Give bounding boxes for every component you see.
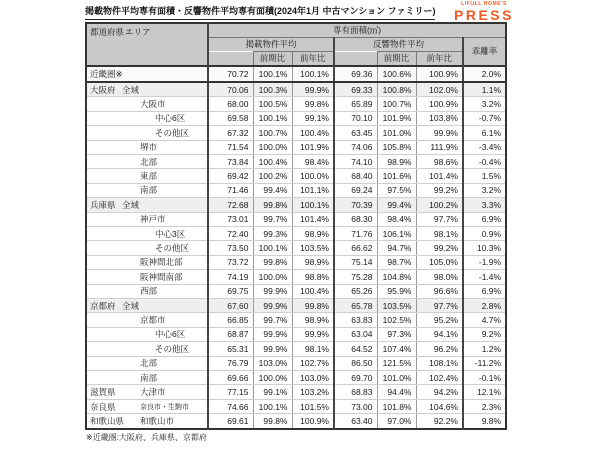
response-area-value: 66.62 — [334, 241, 377, 255]
listed-area-value: 74.19 — [208, 270, 253, 284]
listed-yoy-value: 100.0% — [292, 169, 334, 183]
row-label-cell — [86, 241, 208, 255]
response-area-value: 63.83 — [334, 313, 377, 327]
response-qoq-value: 101.9% — [377, 111, 416, 125]
area-label: その他区 — [155, 343, 190, 354]
area-label: 中心6区 — [155, 329, 186, 340]
header-floor-area-span: 専有面積(㎡) — [208, 23, 506, 38]
listed-yoy-value: 100.1% — [292, 66, 334, 82]
prefecture-label: 近畿圏※ — [90, 68, 123, 79]
table-row — [86, 284, 506, 298]
area-label: 神戸市 — [140, 214, 166, 225]
listed-qoq-value: 100.4% — [253, 154, 292, 168]
listed-yoy-value: 100.1% — [292, 198, 334, 212]
divergence-value: -0.4% — [463, 154, 506, 168]
row-label-cell — [86, 298, 208, 312]
response-yoy-value: 96.6% — [416, 284, 463, 298]
listed-yoy-value: 103.0% — [292, 371, 334, 385]
table-row — [86, 169, 506, 183]
header-area-label: エリア — [125, 27, 151, 37]
response-qoq-value: 121.5% — [377, 356, 416, 370]
area-label: その他区 — [155, 127, 190, 138]
listed-yoy-value: 100.4% — [292, 126, 334, 140]
response-area-value: 69.70 — [334, 371, 377, 385]
header-response-qoq: 前期比 — [377, 52, 416, 67]
listed-qoq-value: 99.4% — [253, 183, 292, 197]
listed-area-value: 68.87 — [208, 327, 253, 341]
area-label: 全域 — [122, 199, 140, 210]
row-label-cell — [86, 212, 208, 226]
divergence-value: 6.1% — [463, 126, 506, 140]
listed-yoy-value: 101.4% — [292, 212, 334, 226]
listed-qoq-value: 99.7% — [253, 212, 292, 226]
listed-qoq-value: 103.0% — [253, 356, 292, 370]
header-prefecture-area — [86, 23, 208, 66]
response-qoq-value: 101.6% — [377, 169, 416, 183]
response-qoq-value: 102.5% — [377, 313, 416, 327]
response-area-value: 69.36 — [334, 66, 377, 82]
response-yoy-value: 92.2% — [416, 414, 463, 429]
response-qoq-value: 105.8% — [377, 140, 416, 154]
response-yoy-value: 101.4% — [416, 169, 463, 183]
area-label: 南部 — [140, 185, 158, 196]
logo-text-press: PRESS — [454, 7, 514, 23]
response-area-value: 86.50 — [334, 356, 377, 370]
header-response-group: 反響物件平均 — [334, 38, 463, 52]
listed-yoy-value: 101.1% — [292, 183, 334, 197]
response-yoy-value: 98.0% — [416, 270, 463, 284]
listed-yoy-value: 98.1% — [292, 342, 334, 356]
divergence-value: 1.5% — [463, 169, 506, 183]
area-label: 全域 — [122, 300, 140, 311]
table-row — [86, 154, 506, 168]
listed-area-value: 70.72 — [208, 66, 253, 82]
response-area-value: 70.10 — [334, 111, 377, 125]
area-label: 奈良市・生駒市 — [140, 403, 189, 411]
header-listed-group: 掲載物件平均 — [208, 38, 334, 52]
prefecture-label: 滋賀県 — [90, 387, 116, 398]
listed-area-value: 65.31 — [208, 342, 253, 356]
table-row — [86, 241, 506, 255]
listed-yoy-value: 102.7% — [292, 356, 334, 370]
prefecture-label: 大阪府 — [90, 84, 116, 95]
divergence-value: -0.7% — [463, 111, 506, 125]
response-yoy-value: 98.6% — [416, 154, 463, 168]
response-area-value: 74.10 — [334, 154, 377, 168]
response-area-value: 71.76 — [334, 226, 377, 240]
listed-qoq-value: 99.8% — [253, 255, 292, 269]
response-area-value: 68.40 — [334, 169, 377, 183]
row-label-cell — [86, 327, 208, 341]
row-label-cell — [86, 183, 208, 197]
divergence-value: 9.2% — [463, 327, 506, 341]
response-yoy-value: 100.9% — [416, 66, 463, 82]
divergence-value: 3.2% — [463, 97, 506, 111]
divergence-value: 0.9% — [463, 226, 506, 240]
listed-qoq-value: 99.9% — [253, 327, 292, 341]
table-row — [86, 111, 506, 125]
divergence-value: 2.3% — [463, 399, 506, 413]
listed-area-value: 73.50 — [208, 241, 253, 255]
listed-yoy-value: 100.4% — [292, 284, 334, 298]
listed-qoq-value: 100.1% — [253, 399, 292, 413]
listed-area-value: 69.58 — [208, 111, 253, 125]
table-row — [86, 327, 506, 341]
response-qoq-value: 98.7% — [377, 255, 416, 269]
table-row — [86, 255, 506, 269]
listed-area-value: 68.00 — [208, 97, 253, 111]
table-row — [86, 385, 506, 399]
listed-area-value: 71.46 — [208, 183, 253, 197]
listed-qoq-value: 99.8% — [253, 198, 292, 212]
table-row — [86, 140, 506, 154]
listed-area-value: 67.60 — [208, 298, 253, 312]
table-row — [86, 298, 506, 312]
response-area-value: 70.39 — [334, 198, 377, 212]
listed-area-value: 69.66 — [208, 371, 253, 385]
response-area-value: 73.00 — [334, 399, 377, 413]
response-qoq-value: 100.8% — [377, 82, 416, 97]
prefecture-label: 京都府 — [90, 300, 116, 311]
table-body — [86, 66, 506, 429]
area-label: 京都市 — [140, 315, 166, 326]
row-label-cell — [86, 342, 208, 356]
response-yoy-value: 94.2% — [416, 385, 463, 399]
table-row — [86, 66, 506, 82]
row-label-cell — [86, 371, 208, 385]
response-yoy-value: 98.1% — [416, 226, 463, 240]
table-row — [86, 313, 506, 327]
footnote: ※近畿圏:大阪府、兵庫県、京都府 — [86, 433, 207, 442]
response-area-value: 69.33 — [334, 82, 377, 97]
listed-area-value: 69.61 — [208, 414, 253, 429]
table-row — [86, 198, 506, 212]
listed-area-value: 76.79 — [208, 356, 253, 370]
prefecture-label: 兵庫県 — [90, 199, 116, 210]
response-yoy-value: 95.2% — [416, 313, 463, 327]
listed-qoq-value: 100.0% — [253, 270, 292, 284]
listed-yoy-value: 98.9% — [292, 255, 334, 269]
row-label-cell — [86, 226, 208, 240]
page-title: 掲載物件平均専有面積・反響物件平均専有面積(2024年1月 中古マンション ファミリー) — [85, 4, 435, 20]
response-yoy-value: 103.8% — [416, 111, 463, 125]
response-area-value: 63.40 — [334, 414, 377, 429]
table-row — [86, 356, 506, 370]
listed-qoq-value: 99.7% — [253, 313, 292, 327]
listed-yoy-value: 98.9% — [292, 226, 334, 240]
header-prefecture-label: 都道府県 — [90, 27, 125, 37]
response-qoq-value: 101.8% — [377, 399, 416, 413]
listed-qoq-value: 100.1% — [253, 66, 292, 82]
listed-yoy-value: 99.8% — [292, 298, 334, 312]
response-yoy-value: 105.0% — [416, 255, 463, 269]
listed-qoq-value: 100.1% — [253, 111, 292, 125]
row-label-cell — [86, 198, 208, 212]
row-label-cell — [86, 169, 208, 183]
listed-qoq-value: 100.5% — [253, 97, 292, 111]
row-label-cell — [86, 255, 208, 269]
table-row — [86, 342, 506, 356]
listed-qoq-value: 100.2% — [253, 169, 292, 183]
divergence-value: -1.9% — [463, 255, 506, 269]
listed-yoy-value: 100.9% — [292, 414, 334, 429]
listed-area-value: 66.85 — [208, 313, 253, 327]
row-label-cell — [86, 66, 208, 82]
area-label: 西部 — [140, 286, 158, 297]
divergence-value: -3.4% — [463, 140, 506, 154]
listed-area-value: 73.72 — [208, 255, 253, 269]
listed-area-value: 72.40 — [208, 226, 253, 240]
header-response-yoy: 前年比 — [416, 52, 463, 67]
response-qoq-value: 94.7% — [377, 241, 416, 255]
listed-area-value: 67.32 — [208, 126, 253, 140]
response-area-value: 68.30 — [334, 212, 377, 226]
table-row — [86, 270, 506, 284]
header-listed-value-spacer — [208, 52, 253, 67]
area-label: 和歌山市 — [140, 416, 175, 427]
response-yoy-value: 99.9% — [416, 126, 463, 140]
area-label: 南部 — [140, 372, 158, 383]
listed-area-value: 73.84 — [208, 154, 253, 168]
divergence-value: 9.8% — [463, 414, 506, 429]
response-qoq-value: 100.6% — [377, 66, 416, 82]
response-area-value: 69.24 — [334, 183, 377, 197]
response-yoy-value: 108.1% — [416, 356, 463, 370]
response-yoy-value: 99.2% — [416, 183, 463, 197]
response-area-value: 65.78 — [334, 298, 377, 312]
response-qoq-value: 97.0% — [377, 414, 416, 429]
response-qoq-value: 97.3% — [377, 327, 416, 341]
row-label-cell — [86, 140, 208, 154]
response-qoq-value: 101.0% — [377, 371, 416, 385]
divergence-value: 4.7% — [463, 313, 506, 327]
row-label-cell — [86, 414, 208, 429]
response-qoq-value: 100.7% — [377, 97, 416, 111]
area-label: 中心6区 — [155, 113, 186, 124]
divergence-value: 1.2% — [463, 342, 506, 356]
table-header — [86, 23, 506, 66]
prefecture-label: 奈良県 — [90, 401, 116, 412]
area-label: 大阪市 — [140, 98, 166, 109]
row-label-cell — [86, 111, 208, 125]
listed-qoq-value: 99.9% — [253, 342, 292, 356]
listed-qoq-value: 100.7% — [253, 126, 292, 140]
area-label: 堺市 — [140, 142, 158, 153]
row-label-cell — [86, 82, 208, 97]
response-yoy-value: 97.7% — [416, 212, 463, 226]
response-area-value: 63.04 — [334, 327, 377, 341]
listed-area-value: 72.68 — [208, 198, 253, 212]
divergence-value: -11.2% — [463, 356, 506, 370]
response-area-value: 75.14 — [334, 255, 377, 269]
divergence-value: 3.2% — [463, 183, 506, 197]
row-label-cell — [86, 126, 208, 140]
area-label: その他区 — [155, 243, 190, 254]
listed-qoq-value: 100.3% — [253, 82, 292, 97]
divergence-value: -0.1% — [463, 371, 506, 385]
listed-qoq-value: 100.0% — [253, 140, 292, 154]
listed-qoq-value: 99.9% — [253, 298, 292, 312]
area-label: 東部 — [140, 171, 158, 182]
area-label: 中心3区 — [155, 228, 186, 239]
listed-qoq-value: 99.9% — [253, 284, 292, 298]
listed-area-value: 69.75 — [208, 284, 253, 298]
listed-area-value: 74.66 — [208, 399, 253, 413]
floor-area-table — [85, 22, 507, 430]
response-qoq-value: 97.5% — [377, 183, 416, 197]
listed-yoy-value: 98.4% — [292, 154, 334, 168]
table-row — [86, 212, 506, 226]
table-row — [86, 371, 506, 385]
response-yoy-value: 99.2% — [416, 241, 463, 255]
listed-yoy-value: 101.9% — [292, 140, 334, 154]
response-yoy-value: 102.0% — [416, 82, 463, 97]
prefecture-label: 和歌山県 — [90, 416, 125, 427]
listed-area-value: 69.42 — [208, 169, 253, 183]
divergence-value: 6.9% — [463, 284, 506, 298]
header-listed-yoy: 前年比 — [292, 52, 334, 67]
area-label: 全域 — [122, 84, 140, 95]
response-area-value: 75.28 — [334, 270, 377, 284]
table-row — [86, 226, 506, 240]
row-label-cell — [86, 284, 208, 298]
area-label: 阪神間南部 — [140, 271, 183, 282]
divergence-value: 2.8% — [463, 298, 506, 312]
listed-yoy-value: 99.9% — [292, 327, 334, 341]
response-qoq-value: 95.9% — [377, 284, 416, 298]
divergence-value: 3.3% — [463, 198, 506, 212]
table-row — [86, 414, 506, 429]
listed-qoq-value: 99.1% — [253, 385, 292, 399]
divergence-value: 1.1% — [463, 82, 506, 97]
response-yoy-value: 97.7% — [416, 298, 463, 312]
listed-area-value: 71.54 — [208, 140, 253, 154]
response-yoy-value: 102.4% — [416, 371, 463, 385]
listed-yoy-value: 103.2% — [292, 385, 334, 399]
listed-yoy-value: 101.5% — [292, 399, 334, 413]
response-yoy-value: 111.9% — [416, 140, 463, 154]
divergence-value: 10.3% — [463, 241, 506, 255]
response-qoq-value: 94.4% — [377, 385, 416, 399]
row-label-cell — [86, 356, 208, 370]
listed-qoq-value: 100.0% — [253, 371, 292, 385]
table-row — [86, 82, 506, 97]
listed-yoy-value: 103.5% — [292, 241, 334, 255]
row-label-cell — [86, 399, 208, 413]
response-area-value: 74.06 — [334, 140, 377, 154]
listed-area-value: 73.01 — [208, 212, 253, 226]
listed-qoq-value: 100.1% — [253, 241, 292, 255]
response-yoy-value: 94.1% — [416, 327, 463, 341]
row-label-cell — [86, 270, 208, 284]
response-qoq-value: 107.4% — [377, 342, 416, 356]
response-yoy-value: 100.9% — [416, 97, 463, 111]
listed-qoq-value: 99.3% — [253, 226, 292, 240]
row-label-cell — [86, 154, 208, 168]
row-label-cell — [86, 97, 208, 111]
response-qoq-value: 106.1% — [377, 226, 416, 240]
response-qoq-value: 98.4% — [377, 212, 416, 226]
listed-area-value: 77.15 — [208, 385, 253, 399]
response-yoy-value: 104.6% — [416, 399, 463, 413]
lifull-homes-press-logo — [452, 2, 516, 22]
listed-yoy-value: 99.1% — [292, 111, 334, 125]
header-listed-qoq: 前期比 — [253, 52, 292, 67]
response-yoy-value: 96.2% — [416, 342, 463, 356]
table-row — [86, 97, 506, 111]
table-row — [86, 126, 506, 140]
row-label-cell — [86, 385, 208, 399]
divergence-value: 2.0% — [463, 66, 506, 82]
listed-qoq-value: 99.8% — [253, 414, 292, 429]
response-yoy-value: 100.2% — [416, 198, 463, 212]
listed-yoy-value: 98.9% — [292, 313, 334, 327]
area-label: 大津市 — [140, 387, 166, 398]
response-qoq-value: 103.5% — [377, 298, 416, 312]
logo-text-small: LIFULL HOME'S — [461, 1, 507, 7]
area-label: 阪神間北部 — [140, 257, 183, 268]
table-row — [86, 183, 506, 197]
header-divergence: 乖離率 — [463, 38, 506, 67]
response-area-value: 65.26 — [334, 284, 377, 298]
divergence-value: -1.4% — [463, 270, 506, 284]
response-qoq-value: 98.9% — [377, 154, 416, 168]
response-area-value: 68.83 — [334, 385, 377, 399]
response-area-value: 65.89 — [334, 97, 377, 111]
row-label-cell — [86, 313, 208, 327]
area-label: 北部 — [140, 156, 158, 167]
listed-yoy-value: 99.9% — [292, 82, 334, 97]
header-response-value-spacer — [334, 52, 377, 67]
divergence-value: 12.1% — [463, 385, 506, 399]
response-qoq-value: 101.0% — [377, 126, 416, 140]
response-qoq-value: 99.4% — [377, 198, 416, 212]
listed-yoy-value: 99.8% — [292, 97, 334, 111]
response-qoq-value: 104.8% — [377, 270, 416, 284]
table-row — [86, 399, 506, 413]
response-area-value: 64.52 — [334, 342, 377, 356]
listed-yoy-value: 98.8% — [292, 270, 334, 284]
response-area-value: 63.45 — [334, 126, 377, 140]
listed-area-value: 70.06 — [208, 82, 253, 97]
area-label: 北部 — [140, 358, 158, 369]
divergence-value: 6.9% — [463, 212, 506, 226]
